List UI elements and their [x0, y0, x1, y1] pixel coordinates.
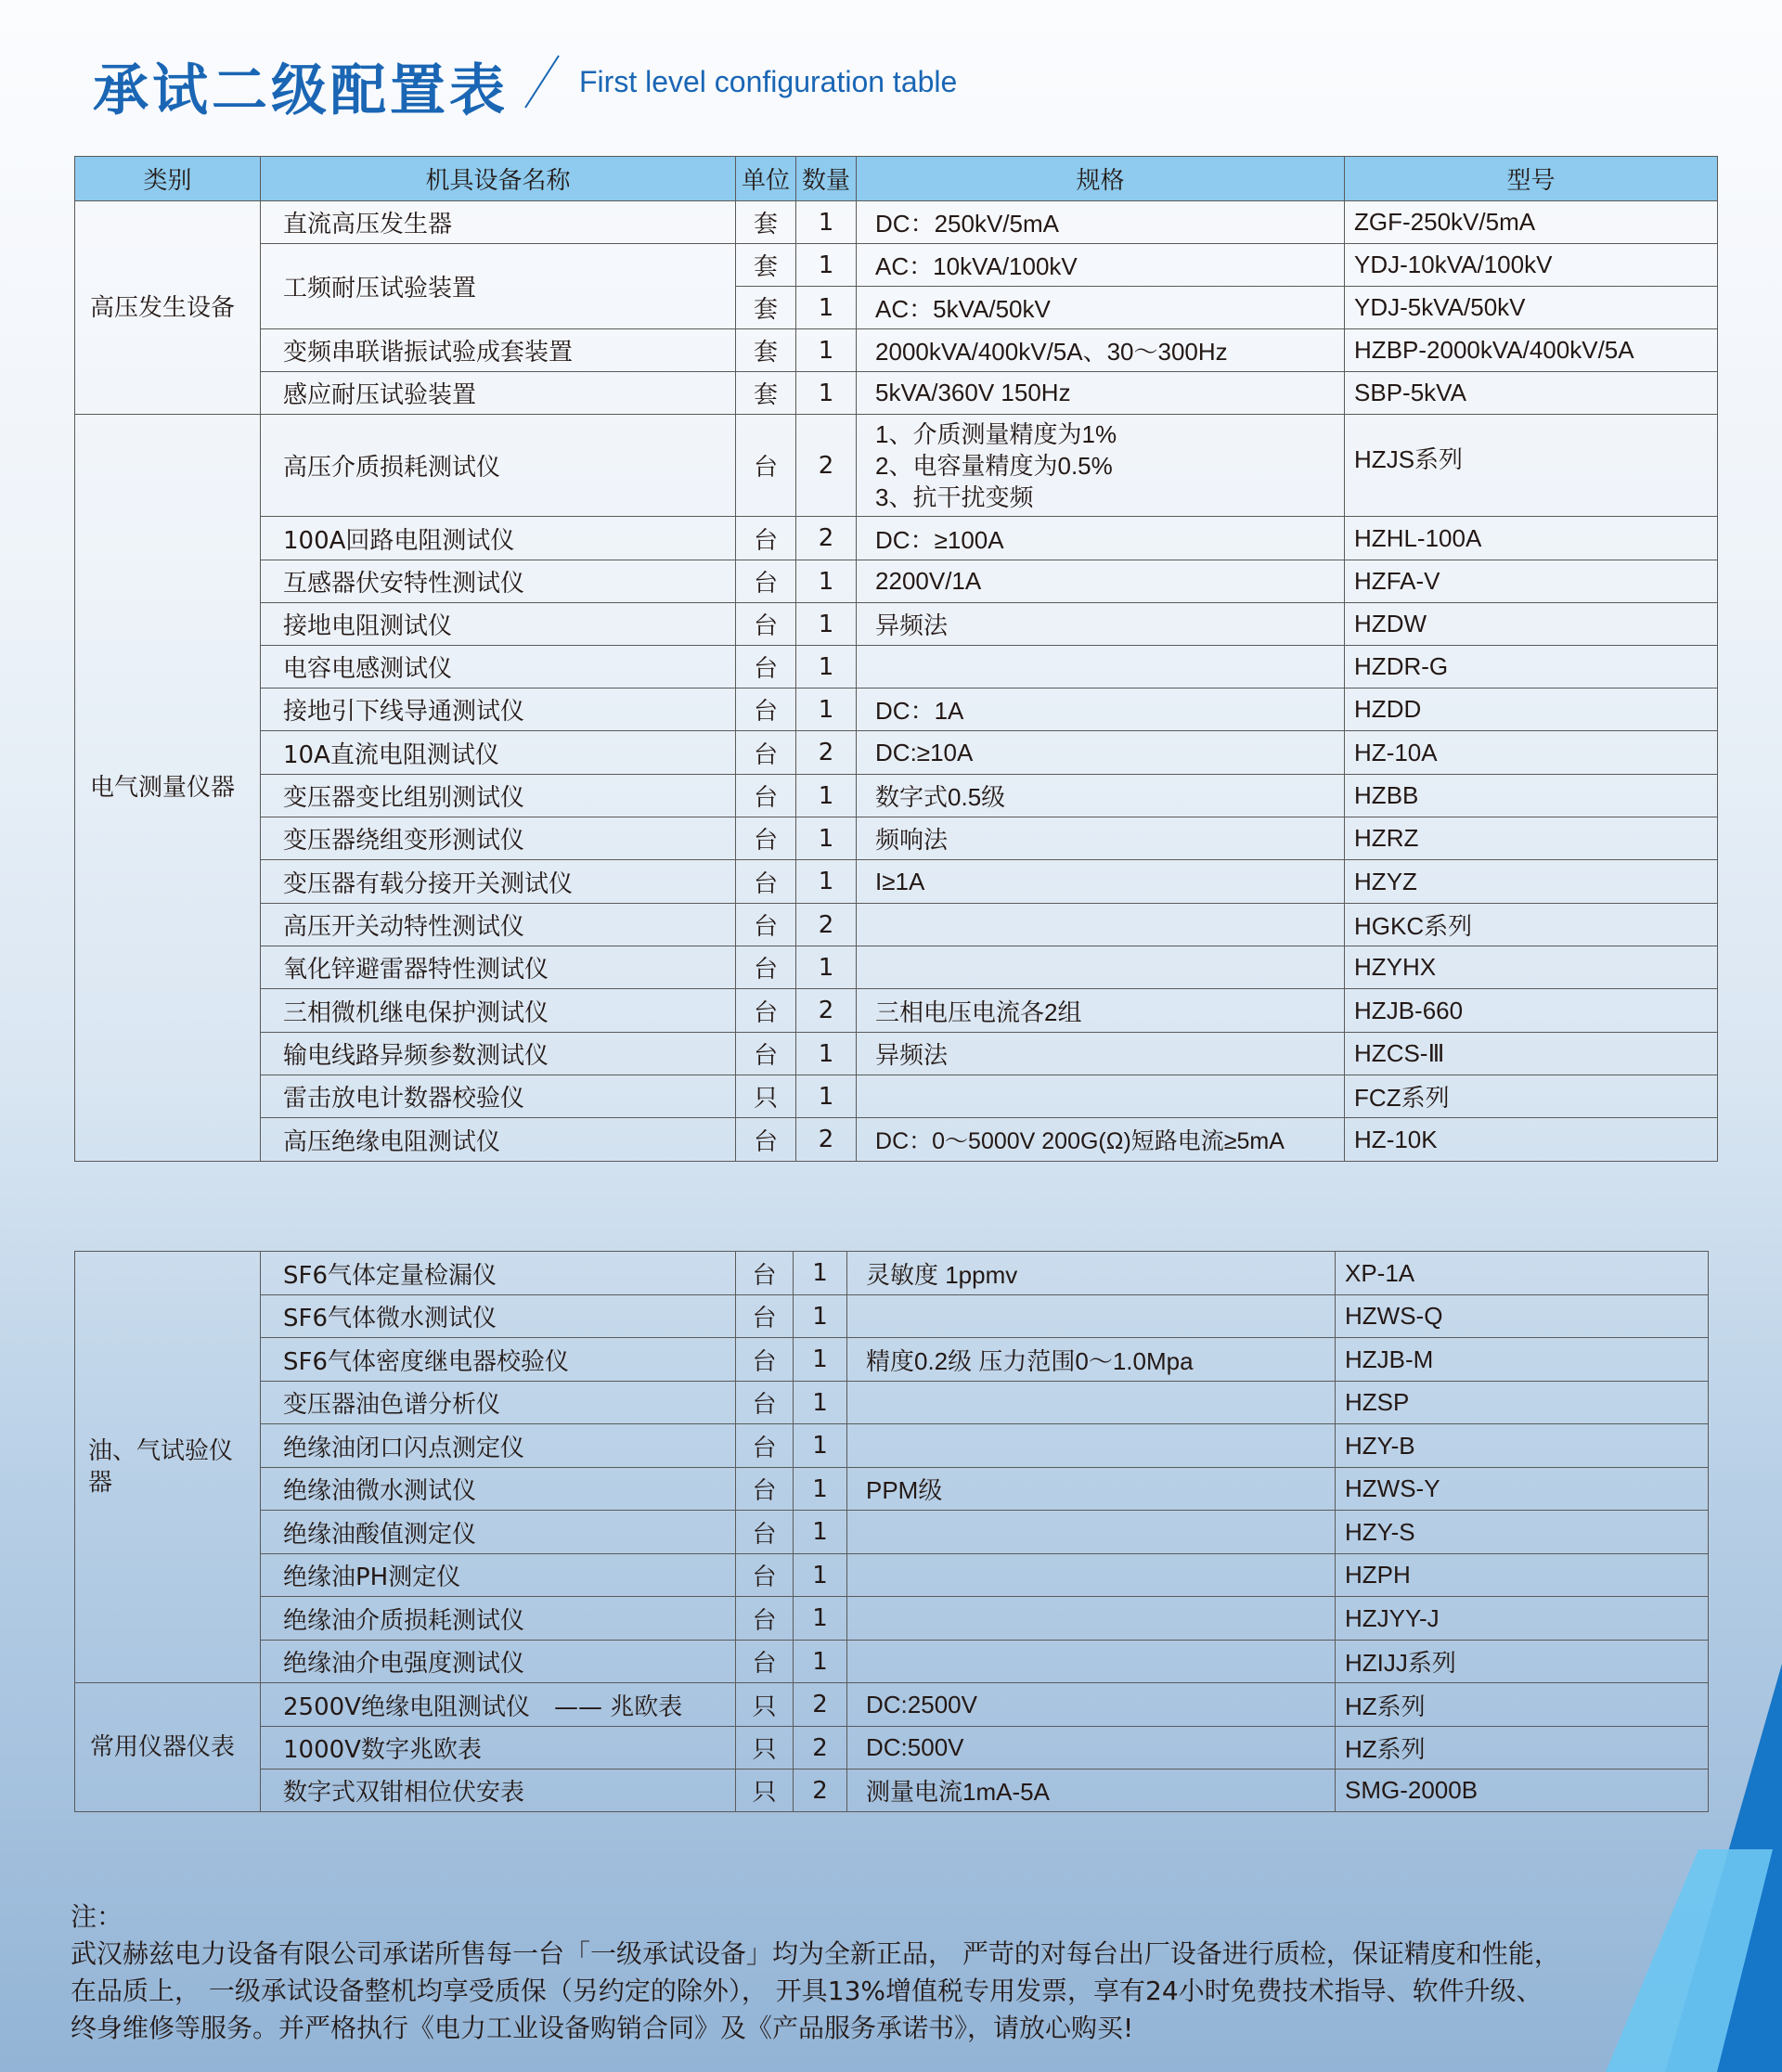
model-cell: HZJB-660: [1345, 989, 1718, 1033]
unit-cell: 台: [736, 1338, 794, 1382]
unit-cell: 台: [736, 646, 796, 689]
table-row: [75, 1118, 1718, 1162]
qty-cell: 1: [796, 329, 857, 372]
unit-cell: 只: [736, 1770, 794, 1812]
qty-cell: 1: [794, 1554, 847, 1597]
equipment-name: 变压器油色谱分析仪: [261, 1382, 736, 1424]
model-cell: HZY-B: [1336, 1424, 1709, 1468]
qty-cell: 2: [796, 1118, 857, 1162]
model-cell: HZJYY-J: [1336, 1597, 1709, 1641]
qty-cell: 2: [796, 517, 857, 560]
notes-section: [71, 1898, 1648, 2047]
spec-cell: [847, 1597, 1336, 1641]
model-cell: HZBP-2000kVA/400kV/5A: [1345, 329, 1718, 372]
model-cell: HZ系列: [1336, 1727, 1709, 1770]
title-divider-slash: [520, 52, 566, 111]
table-row: [75, 1597, 1709, 1641]
equipment-name: 100A回路电阻测试仪: [261, 517, 736, 560]
unit-cell: 台: [736, 415, 796, 517]
spec-cell: [847, 1424, 1336, 1468]
model-cell: HZSP: [1336, 1382, 1709, 1424]
table-row: [75, 1424, 1709, 1468]
model-cell: HZ-10K: [1345, 1118, 1718, 1162]
equipment-name: 绝缘油微水测试仪: [261, 1468, 736, 1511]
equipment-name: 高压开关动特性测试仪: [261, 904, 736, 946]
model-cell: SBP-5kVA: [1345, 372, 1718, 415]
spec-cell: DC：0～5000V 200G(Ω)短路电流≥5mA: [857, 1118, 1345, 1162]
qty-cell: 2: [794, 1727, 847, 1770]
equipment-name: SF6气体密度继电器校验仪: [261, 1338, 736, 1382]
qty-cell: 1: [796, 560, 857, 603]
model-cell: HZHL-100A: [1345, 517, 1718, 560]
spec-cell: [857, 904, 1345, 946]
equipment-name: 2500V绝缘电阻测试仪 —— 兆欧表: [261, 1683, 736, 1727]
spec-cell: [847, 1554, 1336, 1597]
spec-cell: 2200V/1A: [857, 560, 1345, 603]
model-cell: HZDR-G: [1345, 646, 1718, 689]
table-row: [75, 517, 1718, 560]
table-row: [75, 646, 1718, 689]
table-row: [75, 244, 1718, 287]
qty-cell: 2: [796, 415, 857, 517]
table-row: [75, 201, 1718, 244]
model-cell: HGKC系列: [1345, 904, 1718, 946]
unit-cell: 台: [736, 560, 796, 603]
table-row: [75, 1468, 1709, 1511]
model-cell: HZRZ: [1345, 817, 1718, 860]
equipment-name: 高压介质损耗测试仪: [261, 415, 736, 517]
spec-line: 3、抗干扰变频: [875, 483, 1034, 511]
table-row: [75, 1033, 1718, 1075]
equipment-name: 绝缘油介质损耗测试仪: [261, 1597, 736, 1641]
page-subtitle: First level configuration table: [579, 65, 958, 98]
qty-cell: 1: [794, 1252, 847, 1295]
table-row: [75, 731, 1718, 775]
spec-cell: DC:≥10A: [857, 731, 1345, 775]
spec-cell: [857, 646, 1345, 689]
equipment-name: 绝缘油闭口闪点测定仪: [261, 1424, 736, 1468]
corner-decoration: [1606, 1664, 1782, 2072]
category-cell: 油、气试验仪器: [75, 1252, 261, 1683]
category-cell: 常用仪器仪表: [75, 1683, 261, 1812]
spec-cell: AC：5kVA/50kV: [857, 287, 1345, 329]
model-cell: HZYHX: [1345, 946, 1718, 989]
table-row: [75, 560, 1718, 603]
unit-cell: 台: [736, 904, 796, 946]
unit-cell: 台: [736, 1511, 794, 1554]
equipment-name: 输电线路异频参数测试仪: [261, 1033, 736, 1075]
spec-cell: DC：1A: [857, 689, 1345, 731]
qty-cell: 1: [794, 1511, 847, 1554]
spec-cell: [857, 1075, 1345, 1118]
category-cell: 电气测量仪器: [75, 415, 261, 1162]
qty-cell: 2: [796, 904, 857, 946]
model-cell: HZ-10A: [1345, 731, 1718, 775]
page-title: 承试二级配置表: [93, 58, 509, 123]
model-cell: HZYZ: [1345, 860, 1718, 904]
spec-cell: [857, 946, 1345, 989]
table-row: [75, 329, 1718, 372]
spec-cell: 5kVA/360V 150Hz: [857, 372, 1345, 415]
unit-cell: 台: [736, 731, 796, 775]
qty-cell: 1: [796, 817, 857, 860]
table-header-row: [75, 157, 1718, 201]
unit-cell: 台: [736, 1468, 794, 1511]
qty-cell: 1: [796, 372, 857, 415]
model-cell: HZJB-M: [1336, 1338, 1709, 1382]
spec-cell: 频响法: [857, 817, 1345, 860]
model-cell: YDJ-10kVA/100kV: [1345, 244, 1718, 287]
unit-cell: 套: [736, 244, 796, 287]
spec-cell: DC:2500V: [847, 1683, 1336, 1727]
qty-cell: 1: [796, 1075, 857, 1118]
unit-cell: 台: [736, 860, 796, 904]
unit-cell: 台: [736, 946, 796, 989]
model-cell: SMG-2000B: [1336, 1770, 1709, 1812]
table-row: [75, 1770, 1709, 1812]
spec-cell: 精度0.2级 压力范围0～1.0Mpa: [847, 1338, 1336, 1382]
model-cell: HZCS-Ⅲ: [1345, 1033, 1718, 1075]
unit-cell: 只: [736, 1727, 794, 1770]
equipment-name: 雷击放电计数器校验仪: [261, 1075, 736, 1118]
table-row: [75, 415, 1718, 517]
spec-cell: 测量电流1mA-5A: [847, 1770, 1336, 1812]
model-cell: HZJS系列: [1345, 415, 1718, 517]
notes-line: 在品质上， 一级承试设备整机均享受质保（另约定的除外）， 开具13%增值税专用发票，享有24小时免费技术指导、软件升级、: [71, 1975, 1543, 2006]
equipment-name: 变压器有载分接开关测试仪: [261, 860, 736, 904]
spec-cell: 异频法: [857, 1033, 1345, 1075]
equipment-name: SF6气体定量检漏仪: [261, 1252, 736, 1295]
table-row: [75, 603, 1718, 646]
unit-cell: 台: [736, 1554, 794, 1597]
model-cell: YDJ-5kVA/50kV: [1345, 287, 1718, 329]
table-row: [75, 1727, 1709, 1770]
equipment-name: 数字式双钳相位伏安表: [261, 1770, 736, 1812]
notes-line: 武汉赫兹电力设备有限公司承诺所售每一台「一级承试设备」均为全新正品， 严苛的对每台出厂设备进行质检，保证精度和性能，: [71, 1938, 1560, 1969]
header-category: 类别: [75, 157, 261, 201]
spec-cell: [857, 415, 1345, 517]
equipment-name: 变压器变比组别测试仪: [261, 775, 736, 817]
table-row: [75, 860, 1718, 904]
unit-cell: 台: [736, 1597, 794, 1641]
model-cell: HZPH: [1336, 1554, 1709, 1597]
unit-cell: 套: [736, 372, 796, 415]
unit-cell: 台: [736, 603, 796, 646]
unit-cell: 套: [736, 201, 796, 244]
equipment-name: 三相微机继电保护测试仪: [261, 989, 736, 1033]
unit-cell: 只: [736, 1683, 794, 1727]
qty-cell: 1: [794, 1468, 847, 1511]
spec-cell: DC：≥100A: [857, 517, 1345, 560]
qty-cell: 1: [794, 1338, 847, 1382]
equipment-name: 接地电阻测试仪: [261, 603, 736, 646]
qty-cell: 1: [796, 775, 857, 817]
spec-cell: 异频法: [857, 603, 1345, 646]
equipment-name: 变压器绕组变形测试仪: [261, 817, 736, 860]
spec-cell: PPM级: [847, 1468, 1336, 1511]
equipment-name: 高压绝缘电阻测试仪: [261, 1118, 736, 1162]
equipment-name: 工频耐压试验装置: [261, 244, 736, 329]
qty-cell: 1: [796, 244, 857, 287]
table-row: [75, 1683, 1709, 1727]
spec-cell: [847, 1641, 1336, 1683]
spec-cell: 数字式0.5级: [857, 775, 1345, 817]
table-row: [75, 817, 1718, 860]
unit-cell: 台: [736, 517, 796, 560]
model-cell: FCZ系列: [1345, 1075, 1718, 1118]
qty-cell: 1: [796, 646, 857, 689]
table-row: [75, 1382, 1709, 1424]
spec-cell: I≥1A: [857, 860, 1345, 904]
config-table-main: [74, 156, 1718, 1162]
table-row: [75, 372, 1718, 415]
qty-cell: 1: [796, 287, 857, 329]
equipment-name: 绝缘油介电强度测试仪: [261, 1641, 736, 1683]
unit-cell: 套: [736, 329, 796, 372]
qty-cell: 1: [796, 201, 857, 244]
notes-line: 终身维修等服务。并严格执行《电力工业设备购销合同》及《产品服务承诺书》，请放心购买!: [71, 2013, 1134, 2043]
table-row: [75, 1554, 1709, 1597]
spec-cell: 灵敏度 1ppmv: [847, 1252, 1336, 1295]
equipment-name: 氧化锌避雷器特性测试仪: [261, 946, 736, 989]
table-row: [75, 989, 1718, 1033]
header-spec: 规格: [857, 157, 1345, 201]
qty-cell: 1: [794, 1295, 847, 1338]
unit-cell: 台: [736, 1295, 794, 1338]
unit-cell: 台: [736, 1424, 794, 1468]
unit-cell: 套: [736, 287, 796, 329]
unit-cell: 台: [736, 689, 796, 731]
equipment-name: 10A直流电阻测试仪: [261, 731, 736, 775]
unit-cell: 只: [736, 1075, 796, 1118]
qty-cell: 1: [794, 1597, 847, 1641]
equipment-name: 绝缘油酸值测定仪: [261, 1511, 736, 1554]
qty-cell: 1: [796, 603, 857, 646]
qty-cell: 1: [796, 689, 857, 731]
spec-cell: [847, 1295, 1336, 1338]
table-row: [75, 1641, 1709, 1683]
table-row: [75, 1252, 1709, 1295]
equipment-name: SF6气体微水测试仪: [261, 1295, 736, 1338]
model-cell: HZ系列: [1336, 1683, 1709, 1727]
unit-cell: 台: [736, 817, 796, 860]
equipment-name: 直流高压发生器: [261, 201, 736, 244]
qty-cell: 2: [796, 989, 857, 1033]
model-cell: HZDD: [1345, 689, 1718, 731]
unit-cell: 台: [736, 775, 796, 817]
model-cell: HZIJJ系列: [1336, 1641, 1709, 1683]
table-row: [75, 1338, 1709, 1382]
qty-cell: 1: [796, 1033, 857, 1075]
model-cell: HZY-S: [1336, 1511, 1709, 1554]
model-cell: HZFA-V: [1345, 560, 1718, 603]
spec-cell: [847, 1511, 1336, 1554]
qty-cell: 2: [796, 731, 857, 775]
unit-cell: 台: [736, 1641, 794, 1683]
header-qty: 数量: [796, 157, 857, 201]
qty-cell: 1: [794, 1641, 847, 1683]
table-row: [75, 1075, 1718, 1118]
category-cell: 高压发生设备: [75, 201, 261, 415]
unit-cell: 台: [736, 1252, 794, 1295]
unit-cell: 台: [736, 989, 796, 1033]
spec-cell: DC:500V: [847, 1727, 1336, 1770]
table-row: [75, 904, 1718, 946]
spec-cell: [847, 1382, 1336, 1424]
table-row: [75, 946, 1718, 989]
model-cell: HZDW: [1345, 603, 1718, 646]
table-row: [75, 775, 1718, 817]
qty-cell: 1: [796, 860, 857, 904]
equipment-name: 互感器伏安特性测试仪: [261, 560, 736, 603]
header-unit: 单位: [736, 157, 796, 201]
model-cell: HZWS-Y: [1336, 1468, 1709, 1511]
qty-cell: 1: [794, 1424, 847, 1468]
spec-cell: 三相电压电流各2组: [857, 989, 1345, 1033]
config-table-secondary: [74, 1251, 1709, 1812]
unit-cell: 台: [736, 1382, 794, 1424]
table-row: [75, 1511, 1709, 1554]
model-cell: XP-1A: [1336, 1252, 1709, 1295]
spec-line: 2、电容量精度为0.5%: [875, 451, 1113, 480]
qty-cell: 2: [794, 1770, 847, 1812]
equipment-name: 电容电感测试仪: [261, 646, 736, 689]
spec-cell: 2000kVA/400kV/5A、30～300Hz: [857, 329, 1345, 372]
unit-cell: 台: [736, 1033, 796, 1075]
unit-cell: 台: [736, 1118, 796, 1162]
qty-cell: 1: [796, 946, 857, 989]
table-row: [75, 689, 1718, 731]
equipment-name: 绝缘油PH测定仪: [261, 1554, 736, 1597]
equipment-name: 变频串联谐振试验成套装置: [261, 329, 736, 372]
equipment-name: 接地引下线导通测试仪: [261, 689, 736, 731]
header-name: 机具设备名称: [261, 157, 736, 201]
qty-cell: 2: [794, 1683, 847, 1727]
equipment-name: 1000V数字兆欧表: [261, 1727, 736, 1770]
spec-cell: AC：10kVA/100kV: [857, 244, 1345, 287]
spec-line: 1、介质测量精度为1%: [875, 419, 1117, 448]
notes-label: 注：: [71, 1901, 123, 1932]
model-cell: ZGF-250kV/5mA: [1345, 201, 1718, 244]
equipment-name: 感应耐压试验装置: [261, 372, 736, 415]
model-cell: HZBB: [1345, 775, 1718, 817]
spec-cell: DC：250kV/5mA: [857, 201, 1345, 244]
table-row: [75, 1295, 1709, 1338]
model-cell: HZWS-Q: [1336, 1295, 1709, 1338]
qty-cell: 1: [794, 1382, 847, 1424]
header-model: 型号: [1345, 157, 1718, 201]
